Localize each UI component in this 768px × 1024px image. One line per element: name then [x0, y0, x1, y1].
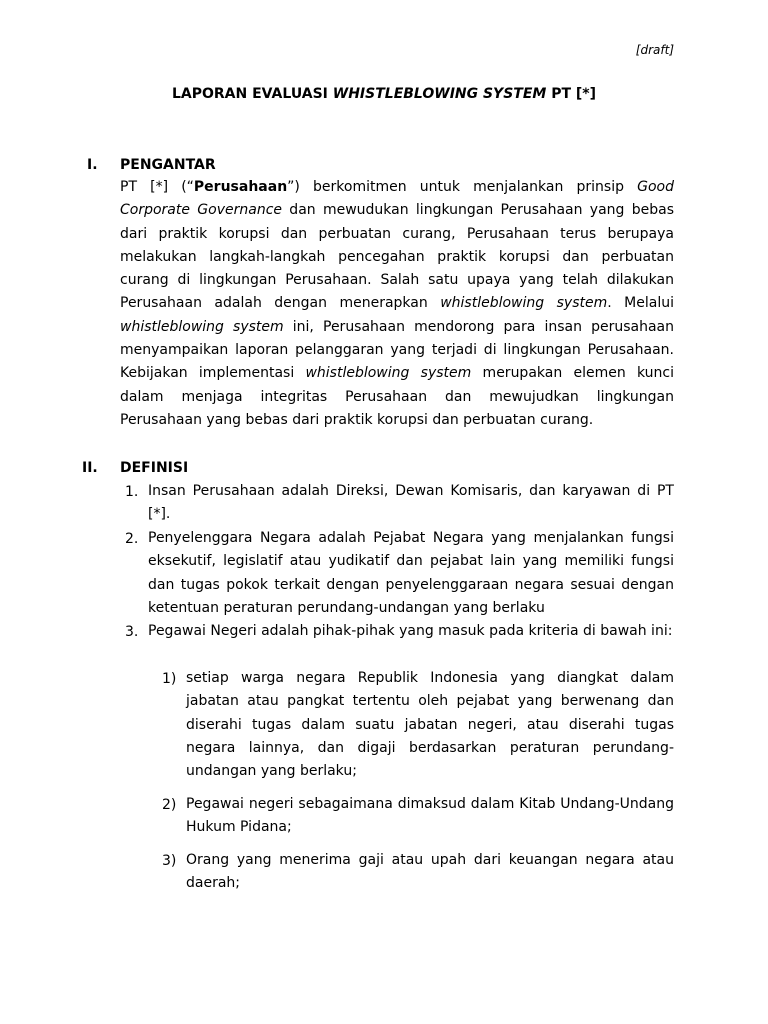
- section-2-number: II.: [82, 460, 98, 476]
- list-item: Insan Perusahaan adalah Direksi, Dewan Komisaris, dan karyawan di PT [*].: [148, 483, 674, 523]
- section-1-number: I.: [87, 157, 98, 173]
- section-2-heading: DEFINISI: [120, 460, 189, 476]
- sublist-item: Pegawai negeri sebagaimana dimaksud dalam Kitab Undang-Undang Hukum Pidana;: [186, 796, 674, 836]
- sublist-item: Orang yang menerima gaji atau upah dari keuangan negara atau daerah;: [186, 852, 674, 892]
- section-1-heading: PENGANTAR: [120, 157, 216, 173]
- list-item: Penyelenggara Negara adalah Pejabat Negara yang menjalankan fungsi eksekutif, legislatif atau yudikatif dan pejabat lain yang memiliki fungsi dan tugas pokok terkait dengan penyelenggaraan negara sesuai dengan ketentuan peraturan perundang-undangan yang berlaku: [148, 530, 674, 616]
- draft-label: [draft]: [635, 43, 674, 57]
- list-marker: 3.: [125, 624, 139, 640]
- list-marker: 1.: [125, 484, 139, 500]
- section-1-paragraph: PT [*] (“Perusahaan”) berkomitmen untuk menjalankan prinsip Good Corporate Governance dan mewudukan lingkungan Perusahaan yang bebas dari praktik korupsi dan perbuatan curang, Perusahaan terus berupaya melakukan langkah-langkah pencegahan praktik korupsi dan perbuatan curang di lingkungan Perusahaan. Salah satu upaya yang telah dilakukan Perusahaan adalah dengan menerapkan whistleblowing system. Melalui whistleblowing system ini, Perusahaan mendorong para insan perusahaan menyampaikan laporan pelanggaran yang terjadi di lingkungan Perusahaan. Kebijakan implementasi whistleblowing system merupakan elemen kunci dalam menjaga integritas Perusahaan dan mewujudkan lingkungan Perusahaan yang bebas dari praktik korupsi dan perbuatan curang.: [120, 179, 674, 428]
- sublist-marker: 2): [162, 797, 177, 813]
- title-italic: WHISTLEBLOWING SYSTEM: [332, 86, 547, 102]
- sublist-item: setiap warga negara Republik Indonesia yang diangkat dalam jabatan atau pangkat tertentu oleh pejabat yang berwenang dan diserahi tugas dalam suatu jabatan negeri, atau diserahi tugas negara lainnya, dan digaji berdasarkan peraturan perundang-undangan yang berlaku;: [186, 670, 674, 780]
- list-item: Pegawai Negeri adalah pihak-pihak yang masuk pada kriteria di bawah ini:: [148, 623, 673, 639]
- document-title: [0, 86, 768, 102]
- sublist-marker: 1): [162, 671, 177, 687]
- sublist-marker: 3): [162, 853, 177, 869]
- list-marker: 2.: [125, 531, 139, 547]
- title-suffix: PT [*]: [546, 86, 597, 102]
- title-prefix: LAPORAN EVALUASI: [171, 86, 333, 102]
